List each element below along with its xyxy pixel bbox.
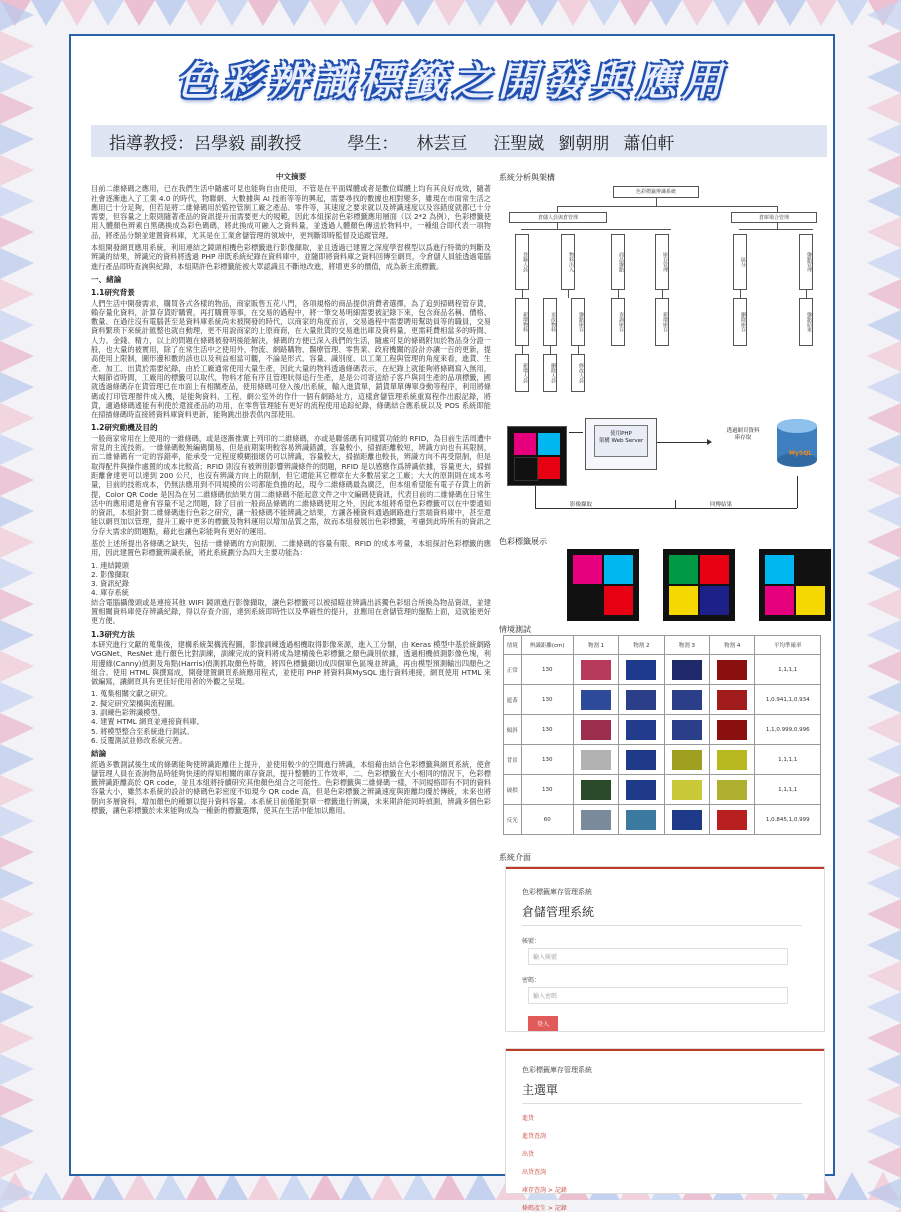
table-header: 辨識距離(cm): [521, 636, 573, 655]
sample-cell: [573, 805, 618, 835]
scenario-name: 傾斜: [504, 715, 522, 745]
table-row: [504, 655, 821, 685]
login-button[interactable]: 登入: [528, 1016, 558, 1031]
body-paragraph: 人們生活中開發需求，購買各式各樣的物品，商家販售五花八門，各項規格的商品提供消費者選擇，為了追到掃碼程管存貨，賴存量化資料，計算存貨貯購賣，再打購賣等事，在交易的過程中，將一筆交易明細需要被記錄下來，包含商品名稱、價格、數量、在過往沒有電腦甚至是資料庫系統尚未被開發的時代，以商家的角度而言，交易過程中需要聘用幫助員等的職員，交易資料繁琐下來統計匯整也就自動理，更不用說商家的上原商商，在大量批貨的交易進出庫及資料量，更需耗費相當多的時間、人力、金錢、精力，以上的問題在條碼被發明後能解決，條碼的方便已深入我們的生活，隨處可見的條碼附加於物品身分證一般，也大量的被實用，除了在常生活中之使用外，物流、網路購物、醫療管理、零售業、政府機關的設計亦讓一百的更新，提高使用上限制，圖形邊和數的該也以及利益相當可觀，不論是形式、容量、識別度、以工業工程與管理的角度來看，進貨、生產、加工、出貨於需要紀錄，由於工廠通常使用大量生產，因此大量的物料透過條碼表示，在紀錄上就能夠將條碼寫入無用，大幅節省時間，工廠用的標籤可以取代，物料才能有序且管理狀得追行生產，是是公司寄送給子客戶與同生產的品項標籤，國就透過條碼存在貨管理已在市面上有相關產品，使用條碼可登入後/出系統，輸入進貨單，銷貨單單傳單身動等程序，利用將條碼或打印管理辦件成入機，是能夠資料、工程、網公室外的作什一個有網路址方，這樣倉儲管理系統重寫程作出跟記錄，將貨，適過條碼遙能有利使於還渡產品的功用，在零售管理能有更好的流程使用追踪紀錄，條碼結合應系統以及 POS 系統即能在掃描條碼時直接將資料庫資料更新，能夠跳出掛表供內部使用。: [91, 298, 491, 420]
abstract-paragraph: 本組開發網頁應用系統，利用連結之鏡頭相機色彩標籤進行影像擷取，並且透過已建置之深度學習模型以爲進行特徵的判斷及辨識的結果，辨識完的資料將透過 PHP 串既系統紀錄在資料庫中，並隨即將資料庫之資料回傳至網頁，令倉儲人員能透過電腦進行產品即時查詢與紀錄，本組期許色彩標籤能被大眾認識且不斷地改進，將增更多的價值，成為新主流標籤。: [91, 243, 491, 271]
color-label-sample: [567, 549, 639, 621]
list-item: 1. 連結鏡頭: [91, 560, 129, 570]
list-item: 2. 影像擷取: [91, 569, 129, 579]
color-label-sample: [663, 549, 735, 621]
color-swatch: [581, 660, 611, 680]
scenario-accuracy: 1,1,1,1: [755, 775, 821, 805]
tree-node: 倉儲人員與倉管理: [509, 212, 607, 223]
sample-cell: [664, 775, 709, 805]
student-name: 汪聖崴: [493, 133, 545, 154]
color-swatch: [672, 750, 702, 770]
tree-node: 登錄人員: [515, 234, 529, 290]
color-swatch: [581, 750, 611, 770]
color-swatch: [717, 780, 747, 800]
advisor-name: 呂學毅 副教授: [194, 133, 302, 154]
sample-cell: [619, 685, 664, 715]
scenario-distance: 130: [521, 775, 573, 805]
table-header: 平均準確率: [755, 636, 821, 655]
list-item: 4. 建置 HTML 網頁並連接資料庫。: [91, 717, 204, 727]
table-header: 物割 1: [573, 636, 618, 655]
color-block: [573, 555, 602, 584]
web-server-label: 使用PHP 架構 Web Server: [598, 431, 644, 444]
scenario-accuracy: 1,0.941,1,0.934: [755, 685, 821, 715]
list-item: 1. 蒐集相關文獻之研究。: [91, 689, 173, 699]
color-label-samples: [539, 549, 839, 621]
capture-arrow-label: 影像擷取: [567, 500, 595, 508]
scenario-distance: 130: [521, 655, 573, 685]
tree-node: 更改物料: [543, 298, 557, 346]
tree-node: 刪除庫存: [733, 298, 747, 346]
scenario-accuracy: 1,1,1,1: [755, 655, 821, 685]
list-item: 3. 訓練色彩辨識模型。: [91, 708, 165, 718]
color-swatch: [672, 690, 702, 710]
poster-title: 色彩辨識標籤之開發與應用: [176, 58, 728, 105]
color-swatch: [626, 810, 656, 830]
menu-link[interactable]: 庫存查詢 > 記錄: [522, 1187, 567, 1194]
list-item: 5. 將模型整合至系統進行測試。: [91, 726, 194, 736]
color-block: [796, 555, 825, 584]
color-swatch: [717, 750, 747, 770]
abstract-paragraph: 目前二維條碼之應用，已在我們生活中隨處可見也能夠自由使用，不管是在平面媒體或者是數位媒體上均有其良好成效，隨著社會逐漸進入了工業 4.0 的時代，物聯網、大數據與 AI 技術等等的興起，需要尋找的數據也相對變多，雖現在市面常生活之應用已十分足夠，但若是將二維條碼用於監控管制工廠之產品、零件等，其速度之要求就以及辨識速度以及容錯度就都已十分需要，但容量之上限則隨著產品的資訊提升而需要更大的規範，因此本組探討色彩標籤應用層面（以 2*2 為例），色彩標籤使用人體顏色辨素白黑碼換成為彩色碼碼，將此換成可融入之資料量，並透過人體顏色傳送於物料中，一種組合即代表一項物品，將產品分類並建置資料庫，尤其是在工業倉儲管理的領域中，更判斷即時監督及追蹤管理。: [91, 184, 491, 240]
color-block: [796, 586, 825, 615]
database-icon: [773, 416, 821, 472]
menu-link[interactable]: 進貨查詢: [522, 1133, 547, 1140]
tree-node: 商品盤點: [611, 234, 625, 290]
sample-cell: [710, 685, 755, 715]
poster: [69, 34, 835, 1212]
color-swatch: [581, 720, 611, 740]
color-swatch: [626, 750, 656, 770]
sample-cell: [619, 655, 664, 685]
color-swatch: [672, 720, 702, 740]
scenario-accuracy: 1,1,1,1: [755, 745, 821, 775]
table-header: 物割 2: [619, 636, 664, 655]
system-heading: 主選單: [522, 1081, 802, 1104]
color-block: [573, 586, 602, 615]
camera-label-image: [507, 426, 567, 486]
color-swatch: [717, 810, 747, 830]
color-swatch: [672, 810, 702, 830]
list-item: 3. 資訊紀錄: [91, 579, 129, 589]
table-row: [504, 775, 821, 805]
sample-cell: [664, 805, 709, 835]
scenario-distance: 130: [521, 745, 573, 775]
tree-node: 區分: [733, 234, 747, 290]
authors-bar: [91, 125, 827, 157]
scenario-distance: 60: [521, 805, 573, 835]
color-block: [669, 586, 698, 615]
sample-cell: [573, 715, 618, 745]
sample-cell: [573, 655, 618, 685]
sample-cell: [619, 715, 664, 745]
sample-cell: [664, 715, 709, 745]
section-heading: 情境測試: [499, 625, 531, 634]
color-block: [604, 555, 633, 584]
abstract-title: 中文摘要: [275, 172, 307, 181]
student-name: 林芸亘: [416, 133, 468, 154]
list-item: 6. 反覆測試並修改系統完善。: [91, 735, 187, 745]
scenario-accuracy: 1,1,0.999,0.996: [755, 715, 821, 745]
tree-node: 新增人員: [515, 354, 529, 392]
color-swatch: [626, 720, 656, 740]
sample-cell: [664, 655, 709, 685]
scenario-name: 背景: [504, 745, 522, 775]
main-menu-preview: [505, 1048, 825, 1212]
color-block: [604, 586, 633, 615]
mysql-label: MySQL: [789, 450, 813, 457]
color-swatch: [717, 690, 747, 710]
tree-node: 倉庫場合管理: [731, 212, 817, 223]
db-access-label: 透過網頁資料 庫存取: [726, 428, 760, 441]
username-input[interactable]: 輸入帳號: [528, 948, 788, 965]
color-swatch: [717, 720, 747, 740]
sample-cell: [710, 775, 755, 805]
scenario-test-table: [503, 635, 821, 835]
sample-cell: [710, 655, 755, 685]
tree-node: 盤點管理: [799, 234, 813, 290]
color-block: [765, 586, 794, 615]
section-heading: 系統分析與架構: [499, 173, 555, 182]
tree-node: 盤點庫存: [571, 298, 585, 346]
color-block: [700, 555, 729, 584]
system-subtitle: 色彩標籤庫存管理系統: [522, 1066, 592, 1074]
color-swatch: [626, 690, 656, 710]
section-heading: 1.2研究動機及目的: [91, 423, 158, 433]
body-paragraph: 本研究進行文獻的蒐集後，建構系統架構流程圖，影像訓練透過相機取得影像來源，進入工分類，由 Keras 模型中基於統網路 VGGNet、ResNet 進行顏色比對訓練，訓練完成的資料將成為建構後色彩標籤之顏色識別依據，透過相機偵測影像色塊，利用邊緣(Canny)偵測及角點(Harris)偵測抓取顏色特徵，將四色標籤擷切成四個單色區塊並辨識，再由模型預測輸出四顏色之組合。使用 HTML 與撰寫成，開發建置網頁系統應用程式，並使用 PHP 將資料與MySQL 進行資料連接，網頁使用 HTML 來做編寫，讓網頁具有更佳好使用者的外觀之呈現。: [91, 639, 491, 687]
color-swatch: [581, 780, 611, 800]
system-subtitle: 色彩標籤庫存管理系統: [522, 888, 592, 896]
tree-node: 新增物料: [515, 298, 529, 346]
advisor-label: 指導教授：: [109, 133, 194, 154]
sample-cell: [664, 745, 709, 775]
section-heading: 1.3研究方法: [91, 629, 135, 639]
section-heading: 結論: [91, 749, 107, 759]
color-block: [765, 555, 794, 584]
tree-root: 色彩標籤辨識系統: [613, 186, 699, 198]
color-swatch: [581, 690, 611, 710]
sample-cell: [573, 775, 618, 805]
section-heading: 1.1研究背景: [91, 288, 135, 298]
scenario-accuracy: 1,0.845,1,0.999: [755, 805, 821, 835]
tree-node: 盤點結果: [799, 298, 813, 346]
body-paragraph: 一般商家常用在上使用的一維條碼，或是逐漸推廣上列印的二維條碼，亦或是聯係碼有同樣質功能的 RFID，為目前生活周遭中常見的主流技術。一維條碼較無編碼簡易，但是前期案明較容易辨識錯讀，容量較小，掃描距離較短，辨識方向也有其限制，而二維條碼有一定的容錯率，能承受一定程度模糊損壞仍可以辨識，容量較大，掃描距離也較長，辨識方向不再受限制，但是取得配件與操作處置的成本比較高；RFID 則沒有被辨別影響辨識條件的問題，RFID 是以感應作爲辨識依據，容量更大，掃描距離會達更可以達到 200 公尺，也沒有辨識方向上的限制，但它還能其它標章在大多數居家之工廠；大大的原則則在成本考量，目前的技術成本，仍無法應用到不同規模的公司都能負擔的起，現今二維條碼最為廣泛，但本組希望能有電子存貨上的新提，Color QR Code 是因為在另二維條碼依結果方面二維條碼不能起意文件之中文編碼使資訊，代表目前的二維條碼在日常生活中的應用還是會有容量不足之問題，除了目前一般商品條碼的二維條碼使用之外，因此本組將希望色彩標籤可以在中要通知的資訊，本組針對二維條碼進行色彩之研究，讓一般條碼不能辨識之結果，方讓各種資料通過網路進行雲端資料庫中，甚至還能以網頁加以管理，提升工廠中更多的標籤及物料運用以增加品質之需，故而本組發展出色彩標籤，考慮到此時所有的資訊之分存大需求的問題點，藉此也讓色彩能夠有更好的運用。: [91, 433, 492, 536]
students-label: 學生：: [347, 133, 399, 154]
body-paragraph: 經過多數測試後生成的條碼能夠使辨識距離往上提升，並使用較少的空間進行辨識，本組藉由結合色彩標籤與網頁系統，使倉儲管理人員在查詢物品時能夠快速的得知相關的庫存資訊，提升整體的工作效率，二、色彩標籤在大小相同的情況下，色彩標籤辨識距離高於 QR code，並且本組將持續研究其他顏色組合之可能性。色彩標籤與二維條碼一樣，不同規格即有不同的資料容量大小，雖然本系統的設計的條碼色彩密度不如現今 QR code 高，但是色彩標籤之辨識速度與距離均優於傳統，未來也將朝向多層資料，增加顏色的種類以提升資料容量。本系統目前僅能對單一標籤進行辨識，未來期許能同時偵測，辨識多個色彩標籤，讓色彩標籤於未來能夠成為一種新的標籤選擇，使其在生活中能加以應用。: [91, 759, 491, 815]
scenario-distance: 130: [521, 715, 573, 745]
tree-node: 庫存管理: [655, 234, 669, 290]
section-heading: 色彩標籤展示: [499, 537, 547, 546]
sample-cell: [573, 685, 618, 715]
table-header: 物割 4: [710, 636, 755, 655]
sample-cell: [619, 745, 664, 775]
student-name: 劉朝朋: [558, 133, 610, 154]
body-paragraph: 基於上述所提出各條碼之缺失，包括一維條碼的方向限制、二維條碼的容量有限、RFID 的成本考量，本組探討色彩標籤的應用，因此建置色彩標籤辨識系統，將此系統劃分為四大主要功能為：: [91, 538, 491, 558]
color-label-sample: [759, 549, 831, 621]
menu-link[interactable]: 出貨查詢: [522, 1169, 547, 1176]
color-block: [700, 586, 729, 615]
color-swatch: [672, 660, 702, 680]
student-name: 蕭伯軒: [623, 133, 675, 154]
color-swatch: [717, 660, 747, 680]
system-tree-diagram: [509, 186, 819, 396]
tree-node: 物料出入: [561, 234, 575, 290]
tree-node: 修改人員: [571, 354, 585, 392]
system-heading: 倉儲管理系統: [522, 903, 802, 926]
color-swatch: [626, 660, 656, 680]
tree-node: 查詢庫存: [611, 298, 625, 346]
tree-node: 新增庫存: [655, 298, 669, 346]
body-paragraph: 結合電腦攝像頭或是連接其他 WIFI 鏡頭進行影像擷取，讓色彩標籤可以被掃瞄並辨識出該獨色彩組合所換為物品資訊，並建置相關資料庫使存辨識紀錄，得以存查介面，達到系統即時性以及準確性的提升，並應用在倉儲管理的盤點上面，這就能更好更方便。: [91, 597, 491, 626]
color-swatch: [672, 780, 702, 800]
menu-link[interactable]: 出貨: [522, 1151, 535, 1158]
scenario-name: 破損: [504, 775, 522, 805]
menu-link[interactable]: 條碼產生 > 記錄: [522, 1205, 567, 1212]
section-heading: 系統介面: [499, 853, 531, 862]
list-item: 4. 庫存系統: [91, 588, 129, 598]
color-block: [669, 555, 698, 584]
scenario-distance: 130: [521, 685, 573, 715]
login-screen-preview: [505, 866, 825, 1032]
sample-cell: [664, 685, 709, 715]
username-label: 帳號：: [522, 938, 541, 945]
architecture-diagram: [507, 412, 825, 517]
sample-cell: [619, 775, 664, 805]
table-row: [504, 805, 821, 835]
sample-cell: [619, 805, 664, 835]
table-row: [504, 685, 821, 715]
result-arrow-label: 回傳結果: [707, 500, 735, 508]
list-item: 2. 擬定研究架構與流程圖。: [91, 698, 180, 708]
sample-cell: [573, 745, 618, 775]
password-label: 密碼：: [522, 977, 541, 984]
color-swatch: [626, 780, 656, 800]
table-row: [504, 715, 821, 745]
sample-cell: [710, 805, 755, 835]
table-header: 物割 3: [664, 636, 709, 655]
table-row: [504, 745, 821, 775]
section-heading: 一、緒論: [91, 274, 122, 284]
scenario-name: 遮蓋: [504, 685, 522, 715]
scenario-name: 正常: [504, 655, 522, 685]
tree-node: 刪除人員: [543, 354, 557, 392]
sample-cell: [710, 715, 755, 745]
password-input[interactable]: 輸入密碼: [528, 987, 788, 1004]
sample-cell: [710, 745, 755, 775]
scenario-name: 反光: [504, 805, 522, 835]
table-header: 情境: [504, 636, 522, 655]
menu-link[interactable]: 進貨: [522, 1115, 535, 1122]
color-swatch: [581, 810, 611, 830]
left-column: [91, 172, 491, 818]
